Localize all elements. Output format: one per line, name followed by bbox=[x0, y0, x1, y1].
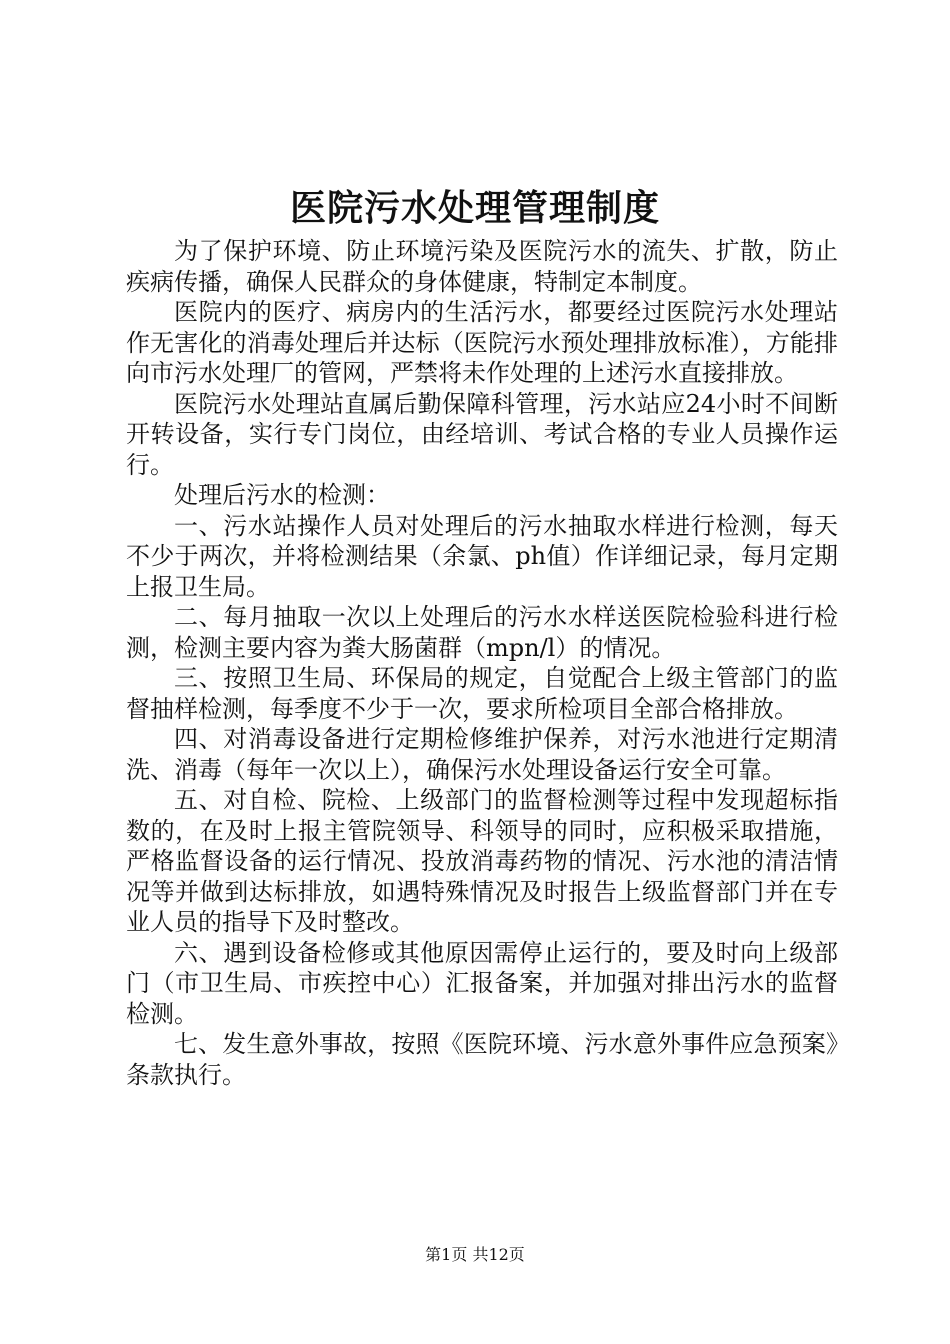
paragraph-item-7: 七、发生意外事故，按照《医院环境、污水意外事件应急预案》条款执行。 bbox=[126, 1030, 838, 1089]
paragraph-item-6: 六、遇到设备检修或其他原因需停止运行的，要及时向上级部门（市卫生局、市疾控中心）汇报备案，并加强对排出污水的监督检测。 bbox=[126, 938, 838, 1028]
paragraph-item-2: 二、每月抽取一次以上处理后的污水水样送医院检验科进行检测，检测主要内容为粪大肠菌群（mpn/l）的情况。 bbox=[126, 603, 838, 662]
paragraph-intro: 为了保护环境、防止环境污染及医院污水的流失、扩散，防止疾病传播，确保人民群众的身体健康，特制定本制度。 bbox=[126, 237, 838, 296]
paragraph-item-5: 五、对自检、院检、上级部门的监督检测等过程中发现超标指数的，在及时上报主管院领导、科领导的同时，应积极采取措施，严格监督设备的运行情况、投放消毒药物的情况、污水池的清洁情况等并做到达标排放，如遇特殊情况及时报告上级监督部门并在专业人员的指导下及时整改。 bbox=[126, 786, 838, 936]
paragraph-treatment-requirement: 医院内的医疗、病房内的生活污水，都要经过医院污水处理站作无害化的消毒处理后并达标（医院污水预处理排放标准），方能排向市污水处理厂的管网，严禁将未作处理的上述污水直接排放。 bbox=[126, 298, 838, 387]
paragraph-item-1: 一、污水站操作人员对处理后的污水抽取水样进行检测，每天不少于两次，并将检测结果（余氯、ph值）作详细记录，每月定期上报卫生局。 bbox=[126, 511, 838, 601]
paragraph-testing-heading: 处理后污水的检测： bbox=[174, 481, 390, 509]
document-body bbox=[126, 236, 838, 1090]
paragraph-management: 医院污水处理站直属后勤保障科管理，污水站应24小时不间断开转设备，实行专门岗位，由经培训、考试合格的专业人员操作运行。 bbox=[126, 389, 838, 479]
paragraph-item-4: 四、对消毒设备进行定期检修维护保养，对污水池进行定期清洗、消毒（每年一次以上），确保污水处理设备运行安全可靠。 bbox=[126, 725, 838, 784]
paragraph-item-3: 三、按照卫生局、环保局的规定，自觉配合上级主管部门的监督抽样检测，每季度不少于一次，要求所检项目全部合格排放。 bbox=[126, 664, 838, 723]
document-title: 医院污水处理管理制度 bbox=[289, 187, 660, 229]
page-number-footer: 第1页 共12页 bbox=[425, 1245, 525, 1264]
